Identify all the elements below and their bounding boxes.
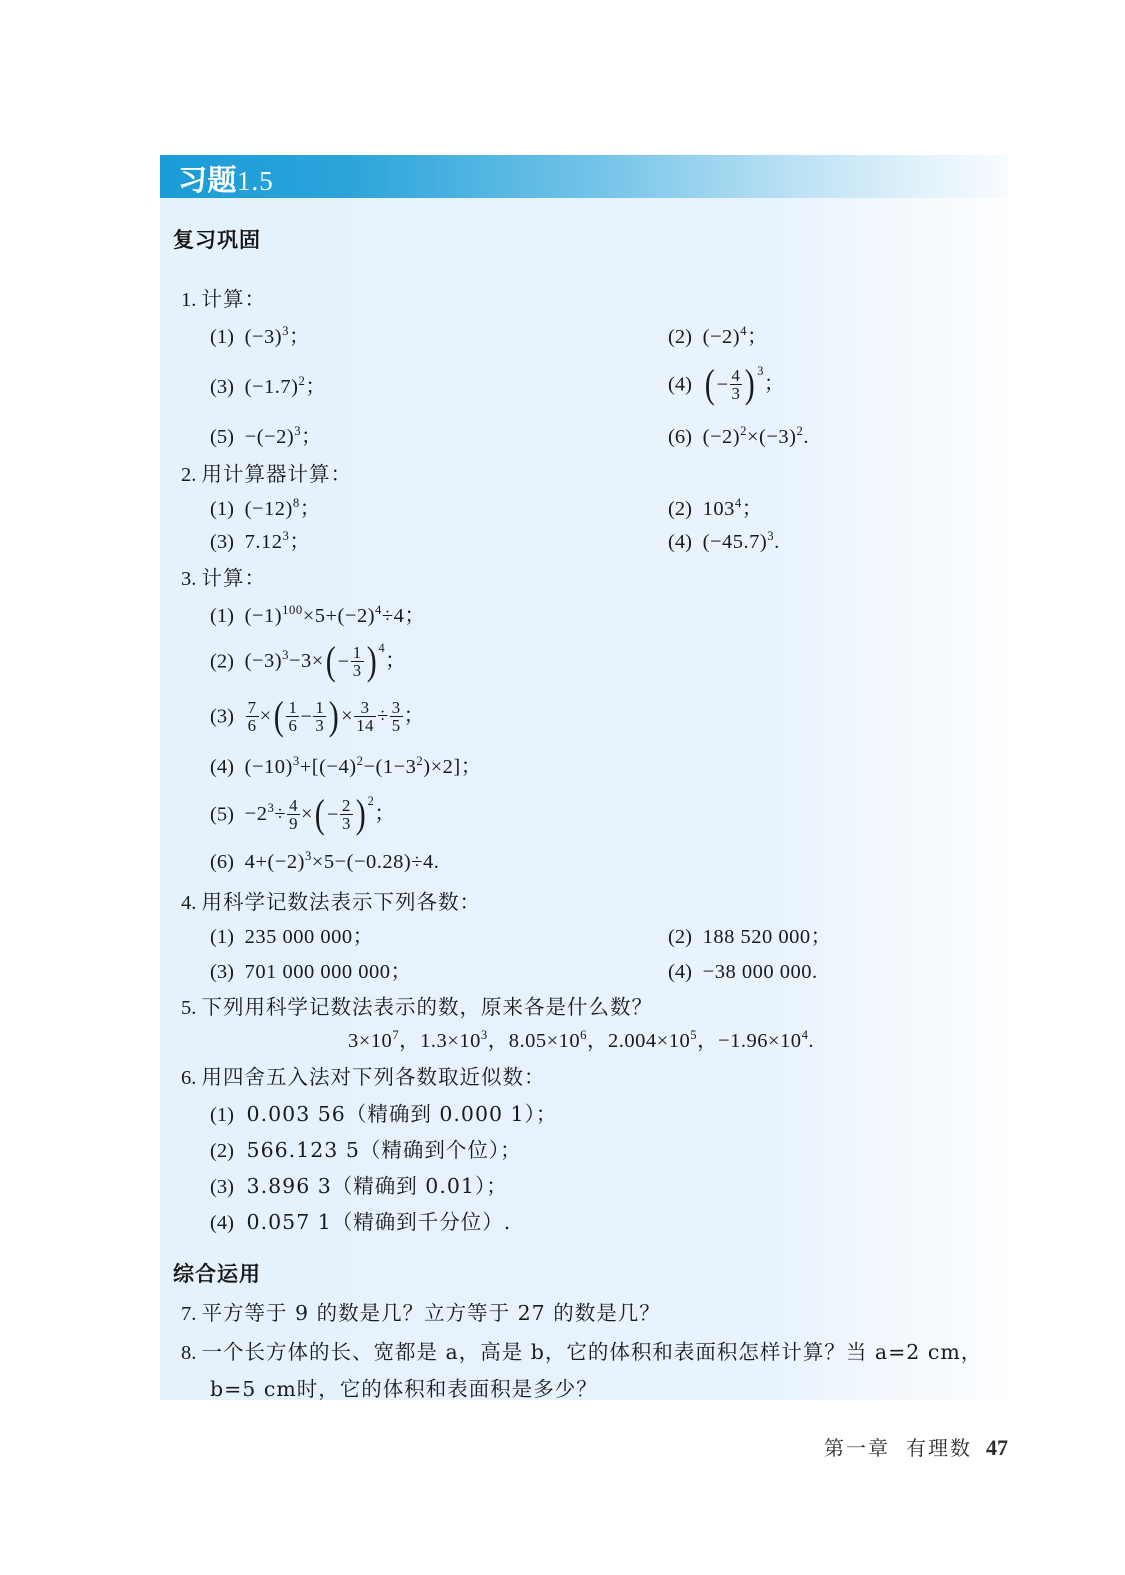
section-heading-comprehensive: 综合运用 — [173, 1262, 261, 1286]
problem-1-item-2 — [668, 325, 768, 350]
problem-2-number: 2. — [181, 464, 197, 486]
problem-6-item-1 — [210, 1102, 557, 1128]
banner-number: 1.5 — [237, 166, 274, 196]
item-expression: $(-1)^{100}\times 5+(-2)^4\div 4$； — [239, 603, 426, 627]
problem-6-stem — [181, 1065, 546, 1091]
problem-1-text: 计算： — [201, 287, 266, 311]
problem-8-text: 一个长方体的长、宽都是 a，高是 b，它的体积和表面积怎样计算？当 a=2 cm， — [201, 1340, 983, 1364]
item-expression: $(-1.7)^2$； — [239, 374, 327, 398]
problem-1-item-6 — [668, 425, 809, 450]
item-expression: $-(-2)^3$； — [239, 424, 323, 448]
problem-1-item-3 — [210, 375, 326, 400]
problem-4-item-1 — [210, 925, 374, 950]
item-label: (6) — [668, 426, 692, 448]
problem-5-number: 5. — [181, 997, 197, 1019]
problem-2-stem — [181, 462, 352, 488]
item-expression: 0.003 56（精确到 0.000 1）； — [239, 1102, 558, 1126]
item-expression: $(-3)^3$； — [239, 324, 310, 348]
item-expression: 7.12$^3$； — [239, 529, 311, 553]
item-expression: 235 000 000； — [239, 926, 374, 948]
problem-7-stem — [181, 1301, 661, 1327]
item-label: (4) — [668, 531, 692, 553]
banner-title — [178, 158, 274, 199]
problem-4-item-2 — [668, 925, 832, 950]
problem-4-item-4 — [668, 960, 818, 985]
item-expression: 701 000 000 000； — [239, 961, 412, 983]
problem-5-text: 下列用科学记数法表示的数，原来各是什么数？ — [201, 995, 653, 1019]
item-expression: $-2^3\div$ $\frac{4}{9}$ × ( − $\frac{2}{3}$ ) $^2$； — [239, 791, 396, 837]
item-expression: 566.123 5（精确到个位）； — [239, 1138, 522, 1162]
banner-label: 习题 — [178, 163, 238, 197]
item-label: (5) — [210, 803, 234, 826]
item-expression: $(-2)^2\times(-3)^2$. — [697, 424, 809, 448]
item-expression: $(-3)^3-3\times$ ( − $\frac{1}{3}$ ) $^4$； — [239, 638, 407, 684]
item-label: (6) — [210, 851, 234, 873]
item-label: (1) — [210, 326, 234, 348]
item-label: (4) — [210, 756, 234, 778]
problem-7-number: 7. — [181, 1303, 197, 1325]
item-label: (3) — [210, 531, 234, 553]
problem-6-item-2 — [210, 1138, 522, 1164]
item-label: (4) — [668, 373, 692, 396]
item-label: (2) — [668, 498, 692, 520]
problem-4-stem — [181, 890, 481, 916]
problem-3-item-6 — [210, 850, 439, 875]
problem-5-formula — [348, 1029, 814, 1054]
problem-1-number: 1. — [181, 289, 197, 311]
problem-6-text: 用四舍五入法对下列各数取近似数： — [201, 1065, 546, 1089]
item-label: (4) — [210, 1212, 234, 1234]
problem-6-item-4 — [210, 1210, 511, 1236]
problem-1-item-1 — [210, 325, 310, 350]
problem-8-stem-line1 — [181, 1340, 982, 1366]
problem-2-item-1 — [210, 497, 321, 522]
item-label: (2) — [210, 1140, 234, 1162]
item-label: (1) — [210, 605, 234, 627]
problem-2-item-3 — [210, 530, 310, 555]
item-expression: $103^4$； — [697, 496, 763, 520]
item-expression: $(-10)^3+[(-4)^2-(1-3^2)\times 2]$； — [239, 754, 482, 778]
item-label: (1) — [210, 1104, 234, 1126]
item-label: (2) — [210, 650, 234, 673]
problem-2-item-4 — [668, 530, 780, 555]
exercise-banner — [160, 155, 1008, 198]
problem-8-text-cont: b=5 cm时，它的体积和表面积是多少？ — [210, 1377, 598, 1401]
problem-1-item-5 — [210, 425, 322, 450]
footer-page-number: 47 — [986, 1435, 1008, 1460]
problem-6-number: 6. — [181, 1067, 197, 1089]
problem-4-item-3 — [210, 960, 412, 985]
problem-8-number: 8. — [181, 1342, 197, 1364]
item-expression: $4+(-2)^3\times 5-(-0.28)\div 4$. — [239, 849, 440, 873]
footer-chapter: 第一章 — [824, 1436, 890, 1460]
problem-1-stem — [181, 287, 266, 313]
problem-2-text: 用计算器计算： — [201, 462, 352, 486]
problem-3-item-4 — [210, 755, 482, 780]
item-label: (3) — [210, 1176, 234, 1198]
problem-5-stem — [181, 995, 653, 1021]
item-label: (3) — [210, 961, 234, 983]
problem-3-item-2 — [210, 638, 407, 684]
footer-title: 有理数 — [906, 1436, 972, 1460]
item-expression: −38 000 000. — [697, 961, 818, 983]
item-label: (2) — [668, 926, 692, 948]
item-label: (3) — [210, 705, 234, 728]
item-expression: $\frac{7}{6}$ × ( $\frac{1}{6}$ − $\frac{1}{3}$ ) × $\frac{3}{14}$ ÷ $\frac{3}{5}$ ； — [247, 693, 425, 739]
problem-3-item-3 — [210, 693, 425, 739]
item-label: (4) — [668, 961, 692, 983]
item-label: (3) — [210, 376, 234, 398]
page-footer — [824, 1432, 1008, 1461]
item-expression: 188 520 000； — [697, 926, 832, 948]
problem-6-item-3 — [210, 1174, 508, 1200]
item-expression: $(-2)^4$； — [697, 324, 768, 348]
item-label: (2) — [668, 326, 692, 348]
item-expression: $(-12)^8$； — [239, 496, 321, 520]
item-label: (5) — [210, 426, 234, 448]
problem-8-stem-line2 — [210, 1377, 598, 1403]
item-label: (1) — [210, 926, 234, 948]
item-label: (1) — [210, 498, 234, 520]
problem-1-item-4 — [668, 361, 785, 407]
problem-3-stem — [181, 566, 266, 592]
problem-3-text: 计算： — [201, 566, 266, 590]
problem-2-item-2 — [668, 497, 763, 522]
item-expression: 0.057 1（精确到千分位）. — [239, 1210, 512, 1234]
item-expression: $(-45.7)^3$. — [697, 529, 780, 553]
problem-7-text: 平方等于 9 的数是几？立方等于 27 的数是几？ — [201, 1301, 661, 1325]
problem-3-item-1 — [210, 604, 425, 629]
item-expression: 3.896 3（精确到 0.01）； — [239, 1174, 508, 1198]
problem-3-item-5 — [210, 791, 396, 837]
problem-4-number: 4. — [181, 892, 197, 914]
section-heading-review: 复习巩固 — [173, 228, 261, 252]
formula-expression: $3\times 10^7$，$1.3\times 10^3$，$8.05\times 10^6$，$2.004\times 10^5$，$-1.96\times 10^4$. — [348, 1028, 815, 1052]
item-expression: ( − $\frac{4}{3}$ ) $^3$； — [704, 361, 785, 407]
problem-3-number: 3. — [181, 568, 197, 590]
problem-4-text: 用科学记数法表示下列各数： — [201, 890, 481, 914]
